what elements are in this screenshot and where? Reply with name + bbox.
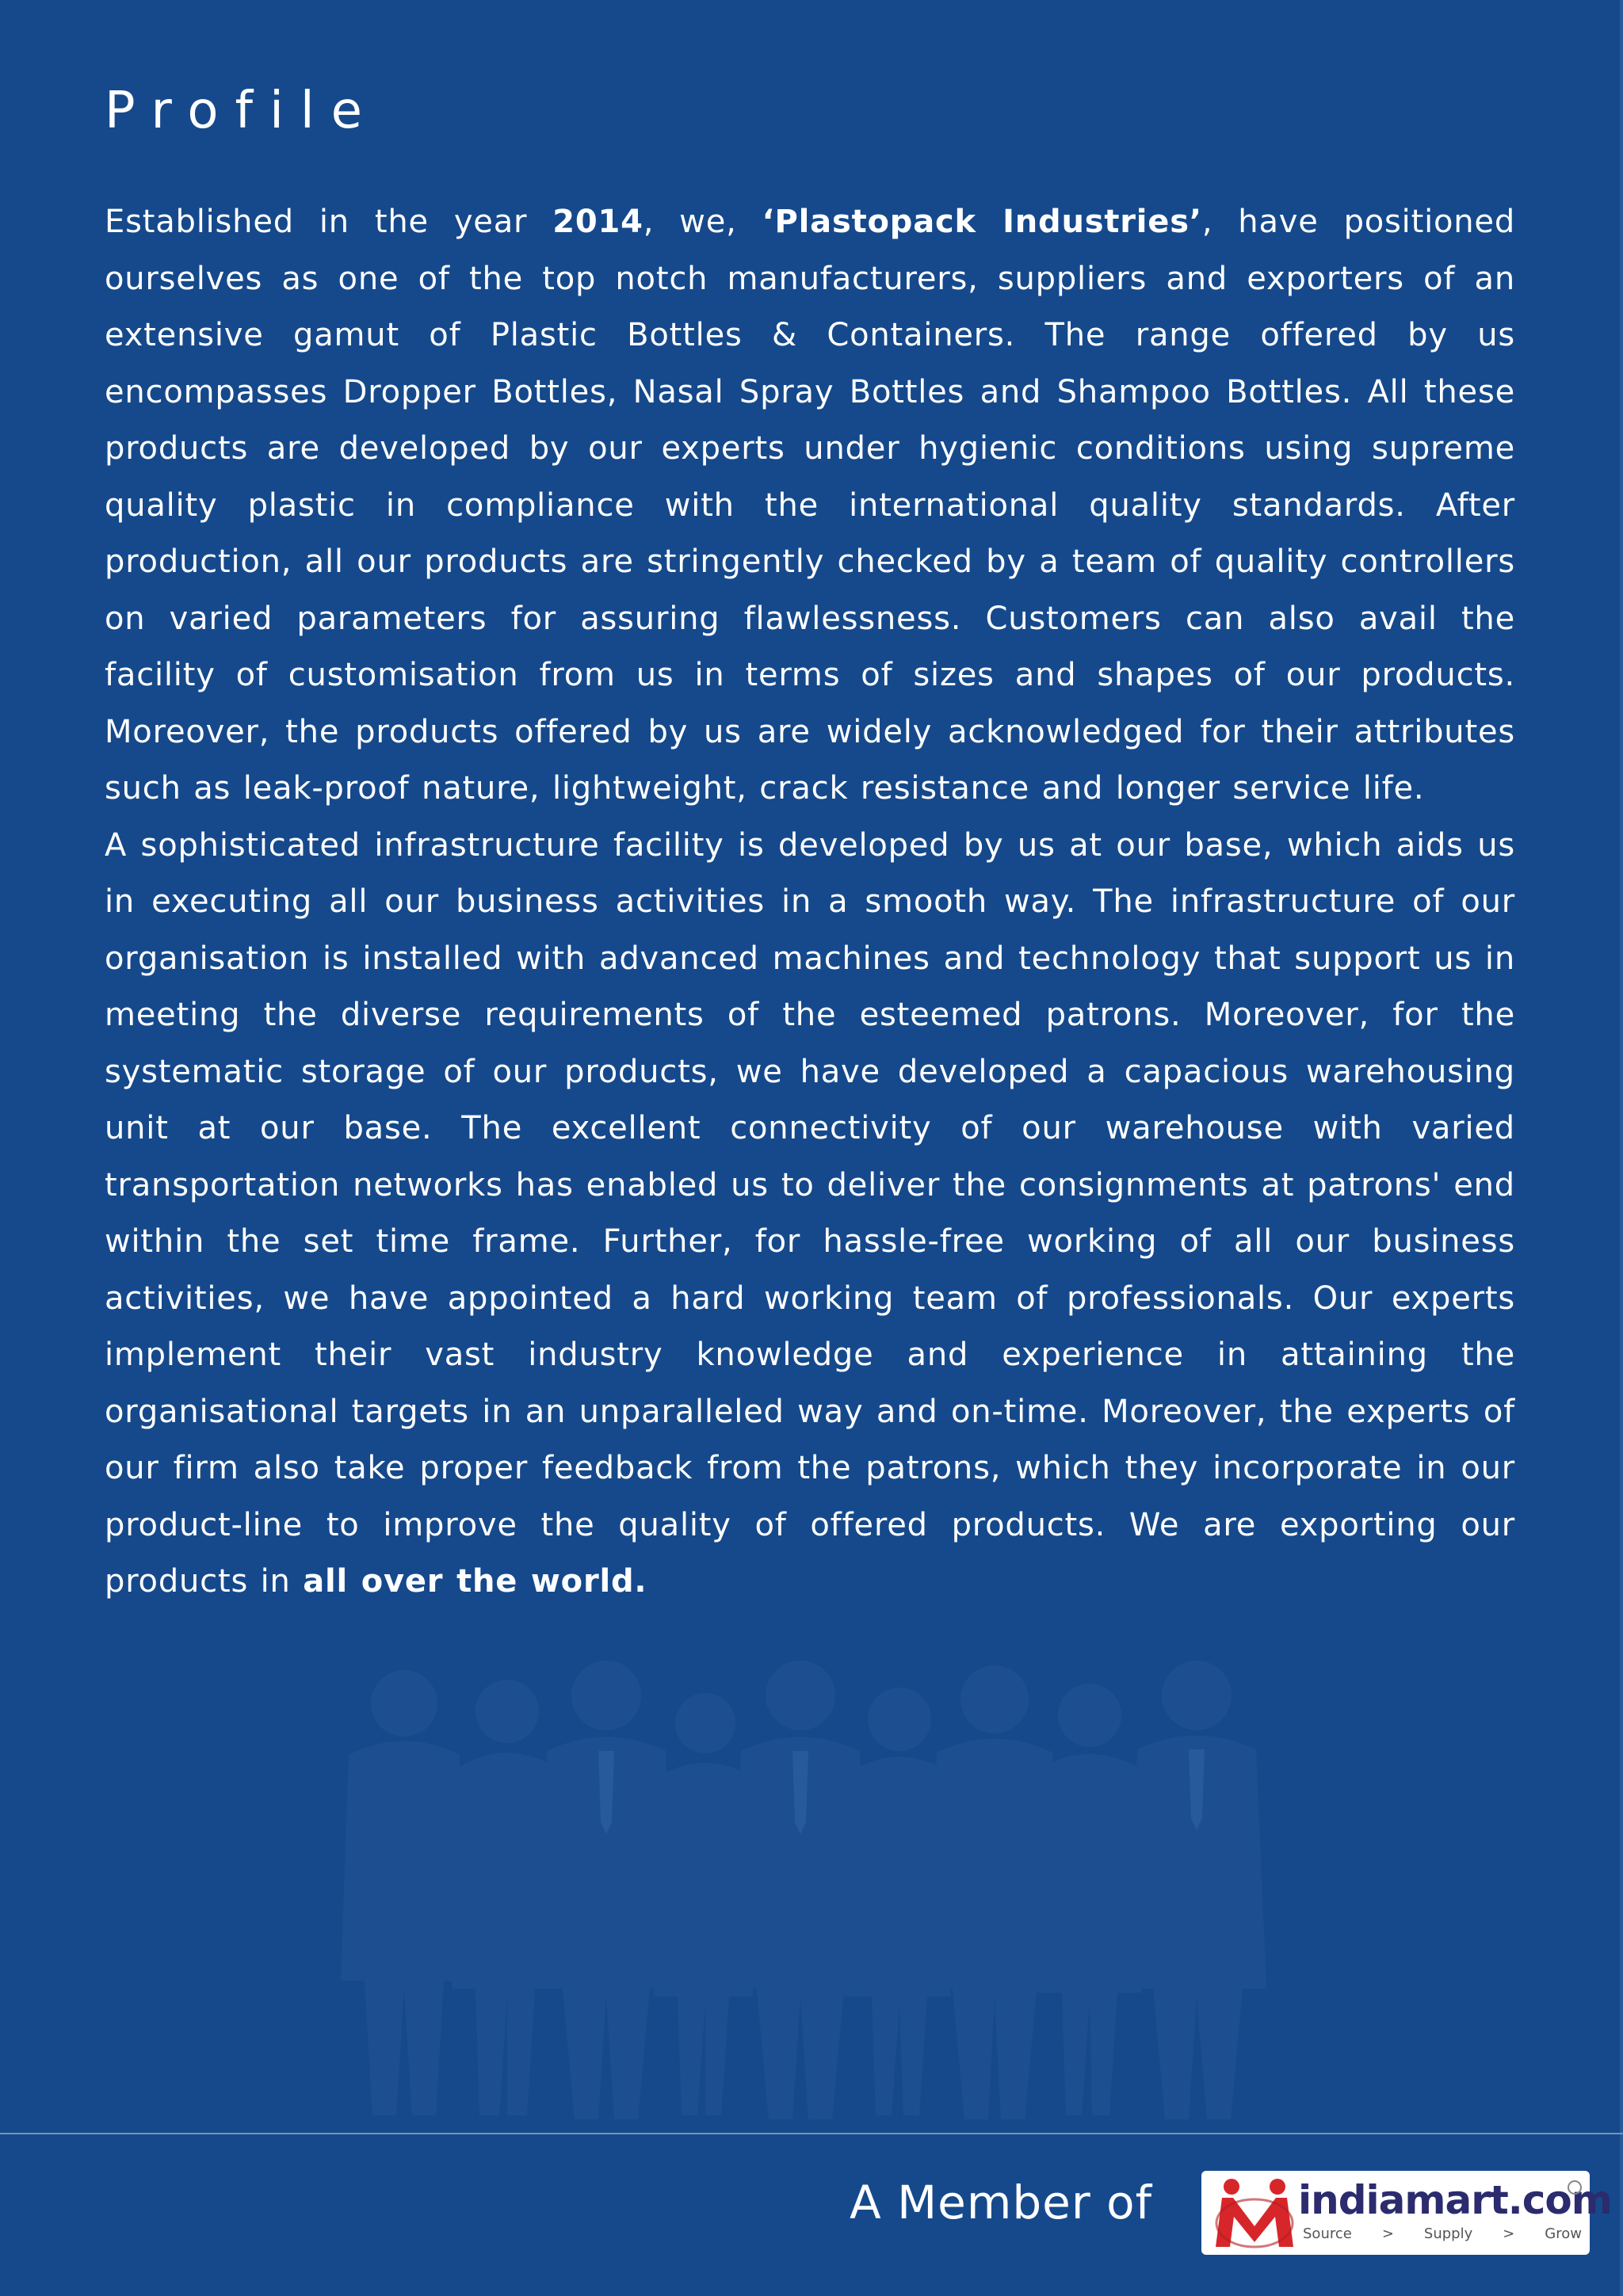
indiamart-logo[interactable] [1201, 2171, 1612, 2255]
company-name: ‘Plastopack Industries’ [762, 204, 1202, 240]
tagline-arrow-1: > [1381, 2225, 1394, 2242]
indiamart-m-logo-icon [1211, 2177, 1298, 2250]
p1-text-2: , we, [643, 204, 762, 240]
registered-mark [1568, 2180, 1582, 2195]
established-year: 2014 [552, 204, 643, 240]
export-emphasis: all over the world. [303, 1563, 647, 1600]
indiamart-wordmark: indiamart.com [1298, 2177, 1612, 2223]
tagline-arrow-2: > [1503, 2225, 1515, 2242]
page-edge [1620, 0, 1623, 2296]
page-title: Profile [105, 82, 379, 140]
p1-text-1: Established in the year [105, 204, 553, 240]
tagline-source: Source [1303, 2225, 1352, 2242]
profile-body [105, 194, 1515, 1611]
tagline-grow: Grow [1545, 2225, 1582, 2242]
member-label: A Member of [850, 2176, 1153, 2229]
tagline-supply: Supply [1423, 2225, 1473, 2242]
p1-text-3: , have positioned ourselves as one of the top notch manufacturers, suppliers and exporters of an extensive gamut of Plastic Bottles & Containers. The range offered by us encompasses Dropper Bottles, Nasal Spray Bottles and Shampoo Bottles. All these products are developed by our experts under hygienic conditions using supreme quality plastic in compliance with the international quality standards. After production, all our products are stringently checked by a team of quality controllers on varied parameters for assuring flawlessness. Customers can also avail the facility of customisation from us in terms of sizes and shapes of our products. Moreover, the products offered by us are widely acknowledged for their attributes such as leak-proof nature, lightweight, crack resistance and longer service life. [105, 204, 1516, 807]
indiamart-tagline [1303, 2225, 1582, 2244]
profile-paragraph-2 [105, 818, 1515, 1611]
business-people-silhouette [317, 1648, 1316, 2123]
profile-paragraph-1 [105, 194, 1515, 818]
footer-divider [0, 2133, 1623, 2134]
p2-text-1: A sophisticated infrastructure facility is developed by us at our base, which aids us in executing all our business activities in a smooth way. The infrastructure of our organisation is installed with advanced machines and technology that support us in meeting the diverse requirements of the esteemed patrons. Moreover, for the systematic storage of our products, we have developed a capacious warehousing unit at our base. The excellent connectivity of our warehouse with varied transportation networks has enabled us to deliver the consignments at patrons' end within the set time frame. Further, for hassle-free working of all our business activities, we have appointed a hard working team of professionals. Our experts implement their vast industry knowledge and experience in attaining the organisational targets in an unparalleled way and on-time. Moreover, the experts of our firm also take proper feedback from the patrons, which they incorporate in our product-line to improve the quality of offered products. We are exporting our products in [105, 826, 1515, 1600]
